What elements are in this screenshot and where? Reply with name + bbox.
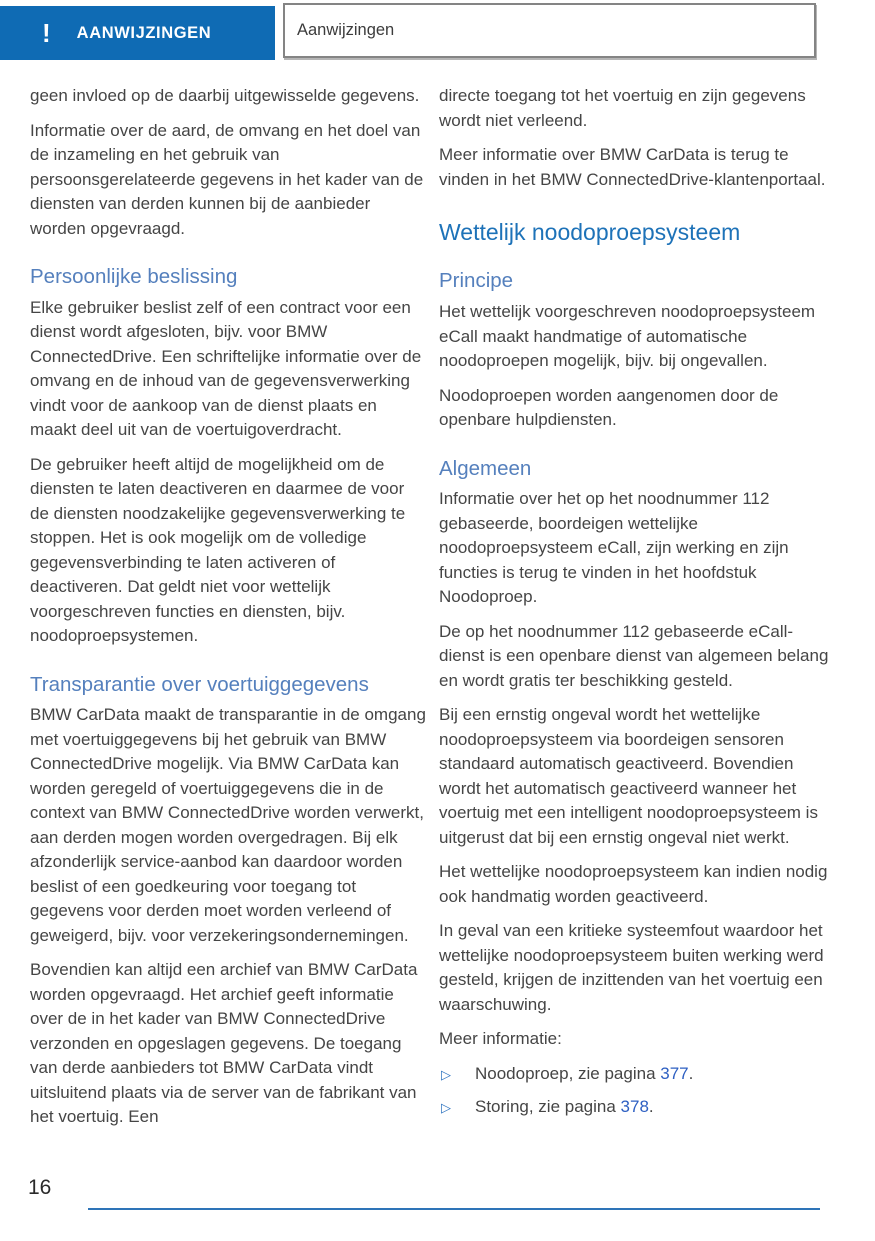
- paragraph: Bij een ernstig ongeval wordt het wettelijke noodoproepsysteem via boordeigen sensoren standaard automatisch geactiveerd. Bovendien wordt het automatisch geactiveerd wanneer het voertuig met een intelligent noodoproepsysteem is uitgerust dat bij een ernstig ongeval niet werkt.: [439, 705, 818, 847]
- paragraph: Meer informatie over BMW CarData is terug te vinden in het BMW ConnectedDrive-klantenportaal.: [439, 145, 826, 189]
- running-header-title: Aanwijzingen: [297, 21, 395, 39]
- left-column: [30, 84, 427, 1140]
- more-info-label: Meer informatie:: [439, 1029, 562, 1049]
- paragraph: Elke gebruiker beslist zelf of een contract voor een dienst wordt afgesloten, bijv. voor BMW ConnectedDrive. Een schriftelijke informatie over de omvang en de inhoud van de gegevensverwerking vindt voor de aankoop van de dienst plaats en maakt deel uit van de voertuigoverdracht.: [30, 297, 422, 440]
- bullet-suffix: .: [688, 1063, 694, 1083]
- bullet-suffix: .: [648, 1097, 654, 1117]
- paragraph: Bovendien kan altijd een archief van BMW CarData worden opgevraagd. Het archief geeft informatie over de in het kader van BMW ConnectedDrive verzonden en opgeslagen gegevens. De toegang van derde aanbieders tot BMW CarData vindt uitsluitend plaats via de server van de fabrikant van het voertuig. Een: [30, 960, 418, 1127]
- paragraph: Noodoproepen worden aangenomen door de openbare hulpdiensten.: [439, 385, 779, 429]
- bullet-prefix: Storing, zie pagina: [475, 1097, 621, 1117]
- paragraph: Informatie over de aard, de omvang en het doel van de inzameling en het gebruik van persoonsgerelateerde gegevens in het kader van de diensten van derden kunnen bij de aanbieder worden opgevraagd.: [30, 120, 424, 238]
- paragraph: BMW CarData maakt de transparantie in de omgang met voertuiggegevens bij het gebruik van BMW ConnectedDrive mogelijk. Via BMW CarData kan worden geregeld of voertuiggegevens die in de context van BMW ConnectedDrive worden verwerkt, aan derden mogen worden overgedragen. Bij elk afzonderlijk service-aanbod kan daardoor worden beslist of een goedkeuring voor toegang tot gegevens voor derden moet worden verleend of geweigerd, bijv. voor verzekeringsondernemingen.: [30, 705, 426, 945]
- paragraph: Het wettelijk voorgeschreven noodoproepsysteem eCall maakt handmatige of automatische noodoproepen mogelijk, bijv. bij ongevallen.: [439, 302, 816, 370]
- bullet-item: [439, 1095, 836, 1121]
- page-link-noodoproep[interactable]: 377: [660, 1063, 689, 1083]
- bullet-text: [475, 1095, 654, 1120]
- paragraph: Informatie over het op het noodnummer 112 gebaseerde, boordeigen wettelijke noodoproepsysteem eCall, zijn werking en zijn functies is terug te vinden in het hoofdstuk Noodoproep.: [439, 489, 789, 607]
- page-content: [30, 84, 836, 1140]
- paragraph: De gebruiker heeft altijd de mogelijkheid om de diensten te laten deactiveren en daarmee de voor de diensten noodzakelijke gegevensverwerking te stoppen. Het is ook mogelijk om de volledige gegevensverbinding te laten activeren of deactiveren. Dat geldt niet voor wettelijk voorgeschreven functies en diensten, bijv. noodoproepsystemen.: [30, 454, 406, 646]
- section-heading-transparantie: Transparantie over voertuiggegevens: [30, 672, 369, 696]
- chapter-badge: [0, 6, 275, 60]
- paragraph: De op het noodnummer 112 gebaseerde eCall-dienst is een openbare dienst van algemeen belang en wordt gratis ter beschikking gesteld.: [439, 621, 829, 690]
- section-heading-persoonlijke-beslissing: Persoonlijke beslissing: [30, 265, 238, 288]
- running-header-box: [283, 3, 816, 58]
- bullet-text: [475, 1062, 693, 1087]
- section-heading-principe: Principe: [439, 269, 514, 293]
- paragraph: geen invloed op de daarbij uitgewisselde gegevens.: [30, 86, 420, 105]
- page-number: 16: [28, 1176, 52, 1199]
- paragraph: directe toegang tot het voertuig en zijn gegevens wordt niet verleend.: [439, 86, 806, 130]
- bullet-list: [439, 1062, 836, 1121]
- paragraph: Het wettelijke noodoproepsysteem kan indien nodig ook handmatig worden geactiveerd.: [439, 862, 828, 906]
- page-header: [0, 0, 875, 62]
- page-footer: [0, 1170, 875, 1230]
- bullet-prefix: Noodoproep, zie pagina: [475, 1063, 661, 1083]
- paragraph: In geval van een kritieke systeemfout waardoor het wettelijke noodoproepsysteem buiten werking werd gesteld, krijgen de inzittenden van het voertuig een waarschuwing.: [439, 921, 824, 1014]
- bullet-item: [439, 1062, 836, 1088]
- chapter-heading-wettelijk-noodoproepsysteem: Wettelijk noodoproepsysteem: [439, 219, 741, 245]
- section-heading-algemeen: Algemeen: [439, 456, 532, 480]
- triangle-bullet-icon: ▷: [441, 1066, 451, 1082]
- chapter-label: AANWIJZINGEN: [76, 23, 212, 42]
- page-link-storing[interactable]: 378: [620, 1097, 649, 1117]
- alert-exclamation-icon: !: [42, 18, 51, 48]
- right-column: [439, 84, 836, 1140]
- footer-rule: [88, 1208, 820, 1210]
- triangle-bullet-icon: ▷: [441, 1100, 451, 1116]
